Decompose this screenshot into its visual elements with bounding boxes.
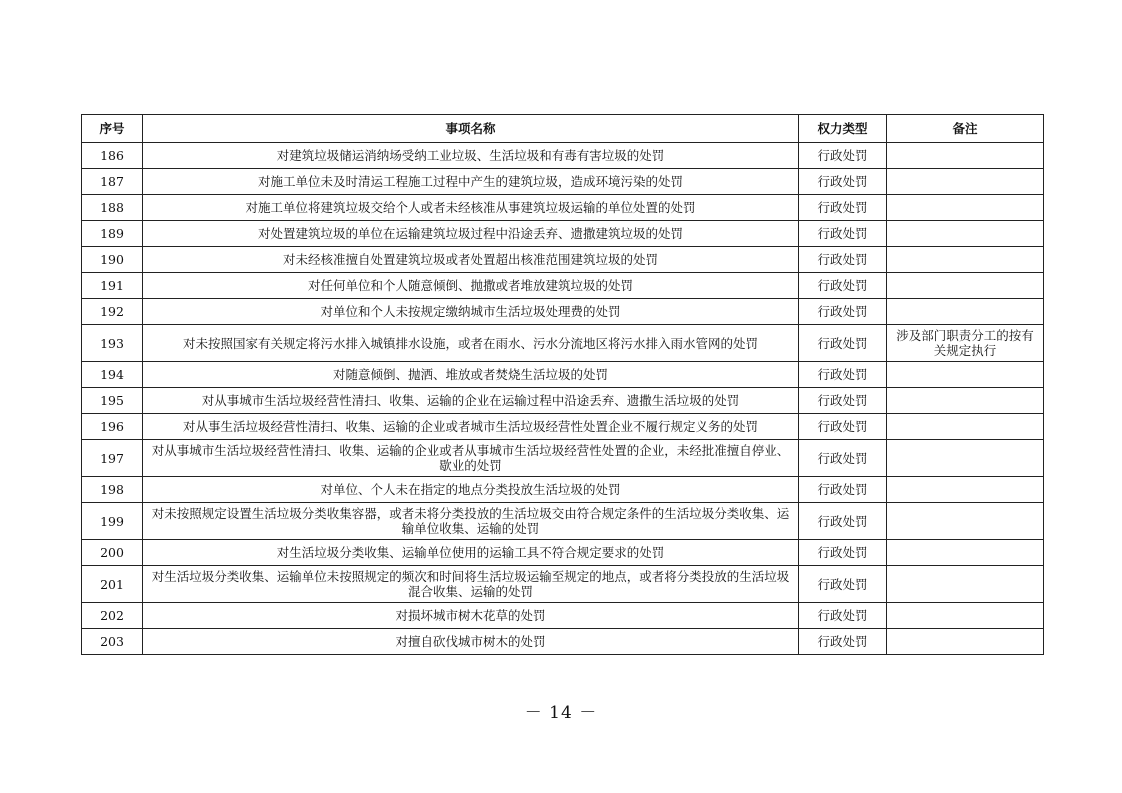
cell-serial-number: 187 <box>82 169 143 195</box>
cell-serial-number: 203 <box>82 629 143 655</box>
penalty-items-table <box>81 114 1044 655</box>
cell-remarks <box>887 195 1044 221</box>
cell-power-type: 行政处罚 <box>799 566 887 603</box>
cell-remarks <box>887 603 1044 629</box>
cell-power-type: 行政处罚 <box>799 247 887 273</box>
header-item-name: 事项名称 <box>143 115 799 143</box>
header-power-type: 权力类型 <box>799 115 887 143</box>
cell-item-name: 对损坏城市树木花草的处罚 <box>143 603 799 629</box>
cell-power-type: 行政处罚 <box>799 221 887 247</box>
table-row <box>82 273 1044 299</box>
cell-serial-number: 190 <box>82 247 143 273</box>
table-row <box>82 143 1044 169</box>
table-row <box>82 247 1044 273</box>
cell-serial-number: 201 <box>82 566 143 603</box>
cell-serial-number: 194 <box>82 362 143 388</box>
cell-serial-number: 189 <box>82 221 143 247</box>
cell-item-name: 对从事城市生活垃圾经营性清扫、收集、运输的企业或者从事城市生活垃圾经营性处置的企业，未经批准擅自停业、歇业的处罚 <box>143 440 799 477</box>
cell-remarks <box>887 503 1044 540</box>
cell-power-type: 行政处罚 <box>799 169 887 195</box>
table-row <box>82 388 1044 414</box>
table-row <box>82 629 1044 655</box>
table-body <box>82 143 1044 655</box>
cell-power-type: 行政处罚 <box>799 299 887 325</box>
cell-item-name: 对施工单位未及时清运工程施工过程中产生的建筑垃圾，造成环境污染的处罚 <box>143 169 799 195</box>
cell-power-type: 行政处罚 <box>799 540 887 566</box>
table-row <box>82 195 1044 221</box>
cell-item-name: 对施工单位将建筑垃圾交给个人或者未经核准从事建筑垃圾运输的单位处置的处罚 <box>143 195 799 221</box>
cell-power-type: 行政处罚 <box>799 273 887 299</box>
cell-remarks <box>887 169 1044 195</box>
cell-remarks <box>887 299 1044 325</box>
cell-item-name: 对擅自砍伐城市树木的处罚 <box>143 629 799 655</box>
header-remarks: 备注 <box>887 115 1044 143</box>
cell-remarks <box>887 566 1044 603</box>
table-row <box>82 414 1044 440</box>
cell-item-name: 对未按照规定设置生活垃圾分类收集容器，或者未将分类投放的生活垃圾交由符合规定条件的生活垃圾分类收集、运输单位收集、运输的处罚 <box>143 503 799 540</box>
cell-power-type: 行政处罚 <box>799 477 887 503</box>
cell-remarks <box>887 247 1044 273</box>
cell-power-type: 行政处罚 <box>799 388 887 414</box>
cell-serial-number: 202 <box>82 603 143 629</box>
cell-remarks <box>887 388 1044 414</box>
cell-remarks <box>887 143 1044 169</box>
table-row <box>82 299 1044 325</box>
table-row <box>82 440 1044 477</box>
cell-item-name: 对单位和个人未按规定缴纳城市生活垃圾处理费的处罚 <box>143 299 799 325</box>
cell-serial-number: 200 <box>82 540 143 566</box>
cell-serial-number: 188 <box>82 195 143 221</box>
cell-item-name: 对单位、个人未在指定的地点分类投放生活垃圾的处罚 <box>143 477 799 503</box>
cell-item-name: 对处置建筑垃圾的单位在运输建筑垃圾过程中沿途丢弃、遗撒建筑垃圾的处罚 <box>143 221 799 247</box>
table-row <box>82 325 1044 362</box>
table-header <box>82 115 1044 143</box>
table-row <box>82 477 1044 503</box>
cell-power-type: 行政处罚 <box>799 503 887 540</box>
cell-item-name: 对随意倾倒、抛洒、堆放或者焚烧生活垃圾的处罚 <box>143 362 799 388</box>
table-row <box>82 221 1044 247</box>
cell-remarks <box>887 273 1044 299</box>
cell-item-name: 对生活垃圾分类收集、运输单位使用的运输工具不符合规定要求的处罚 <box>143 540 799 566</box>
cell-remarks <box>887 440 1044 477</box>
cell-remarks <box>887 221 1044 247</box>
cell-serial-number: 195 <box>82 388 143 414</box>
cell-item-name: 对任何单位和个人随意倾倒、抛撒或者堆放建筑垃圾的处罚 <box>143 273 799 299</box>
cell-serial-number: 193 <box>82 325 143 362</box>
cell-remarks <box>887 414 1044 440</box>
cell-serial-number: 197 <box>82 440 143 477</box>
cell-serial-number: 192 <box>82 299 143 325</box>
cell-serial-number: 186 <box>82 143 143 169</box>
cell-power-type: 行政处罚 <box>799 629 887 655</box>
header-serial-number: 序号 <box>82 115 143 143</box>
cell-power-type: 行政处罚 <box>799 362 887 388</box>
cell-serial-number: 198 <box>82 477 143 503</box>
cell-power-type: 行政处罚 <box>799 440 887 477</box>
cell-serial-number: 191 <box>82 273 143 299</box>
table-row <box>82 169 1044 195</box>
cell-item-name: 对未按照国家有关规定将污水排入城镇排水设施，或者在雨水、污水分流地区将污水排入雨水管网的处罚 <box>143 325 799 362</box>
cell-remarks: 涉及部门职责分工的按有关规定执行 <box>887 325 1044 362</box>
cell-remarks <box>887 540 1044 566</box>
cell-serial-number: 196 <box>82 414 143 440</box>
cell-item-name: 对未经核准擅自处置建筑垃圾或者处置超出核准范围建筑垃圾的处罚 <box>143 247 799 273</box>
cell-item-name: 对建筑垃圾储运消纳场受纳工业垃圾、生活垃圾和有毒有害垃圾的处罚 <box>143 143 799 169</box>
header-row <box>82 115 1044 143</box>
table-row <box>82 362 1044 388</box>
cell-remarks <box>887 362 1044 388</box>
cell-remarks <box>887 629 1044 655</box>
cell-power-type: 行政处罚 <box>799 195 887 221</box>
cell-item-name: 对生活垃圾分类收集、运输单位未按照规定的频次和时间将生活垃圾运输至规定的地点，或者将分类投放的生活垃圾混合收集、运输的处罚 <box>143 566 799 603</box>
cell-power-type: 行政处罚 <box>799 325 887 362</box>
cell-item-name: 对从事生活垃圾经营性清扫、收集、运输的企业或者城市生活垃圾经营性处置企业不履行规定义务的处罚 <box>143 414 799 440</box>
table-row <box>82 566 1044 603</box>
cell-serial-number: 199 <box>82 503 143 540</box>
table-row <box>82 540 1044 566</box>
table-row <box>82 503 1044 540</box>
cell-remarks <box>887 477 1044 503</box>
cell-item-name: 对从事城市生活垃圾经营性清扫、收集、运输的企业在运输过程中沿途丢弃、遗撒生活垃圾的处罚 <box>143 388 799 414</box>
table-row <box>82 603 1044 629</box>
cell-power-type: 行政处罚 <box>799 414 887 440</box>
page-number: － 14 － <box>524 703 598 723</box>
cell-power-type: 行政处罚 <box>799 143 887 169</box>
cell-power-type: 行政处罚 <box>799 603 887 629</box>
